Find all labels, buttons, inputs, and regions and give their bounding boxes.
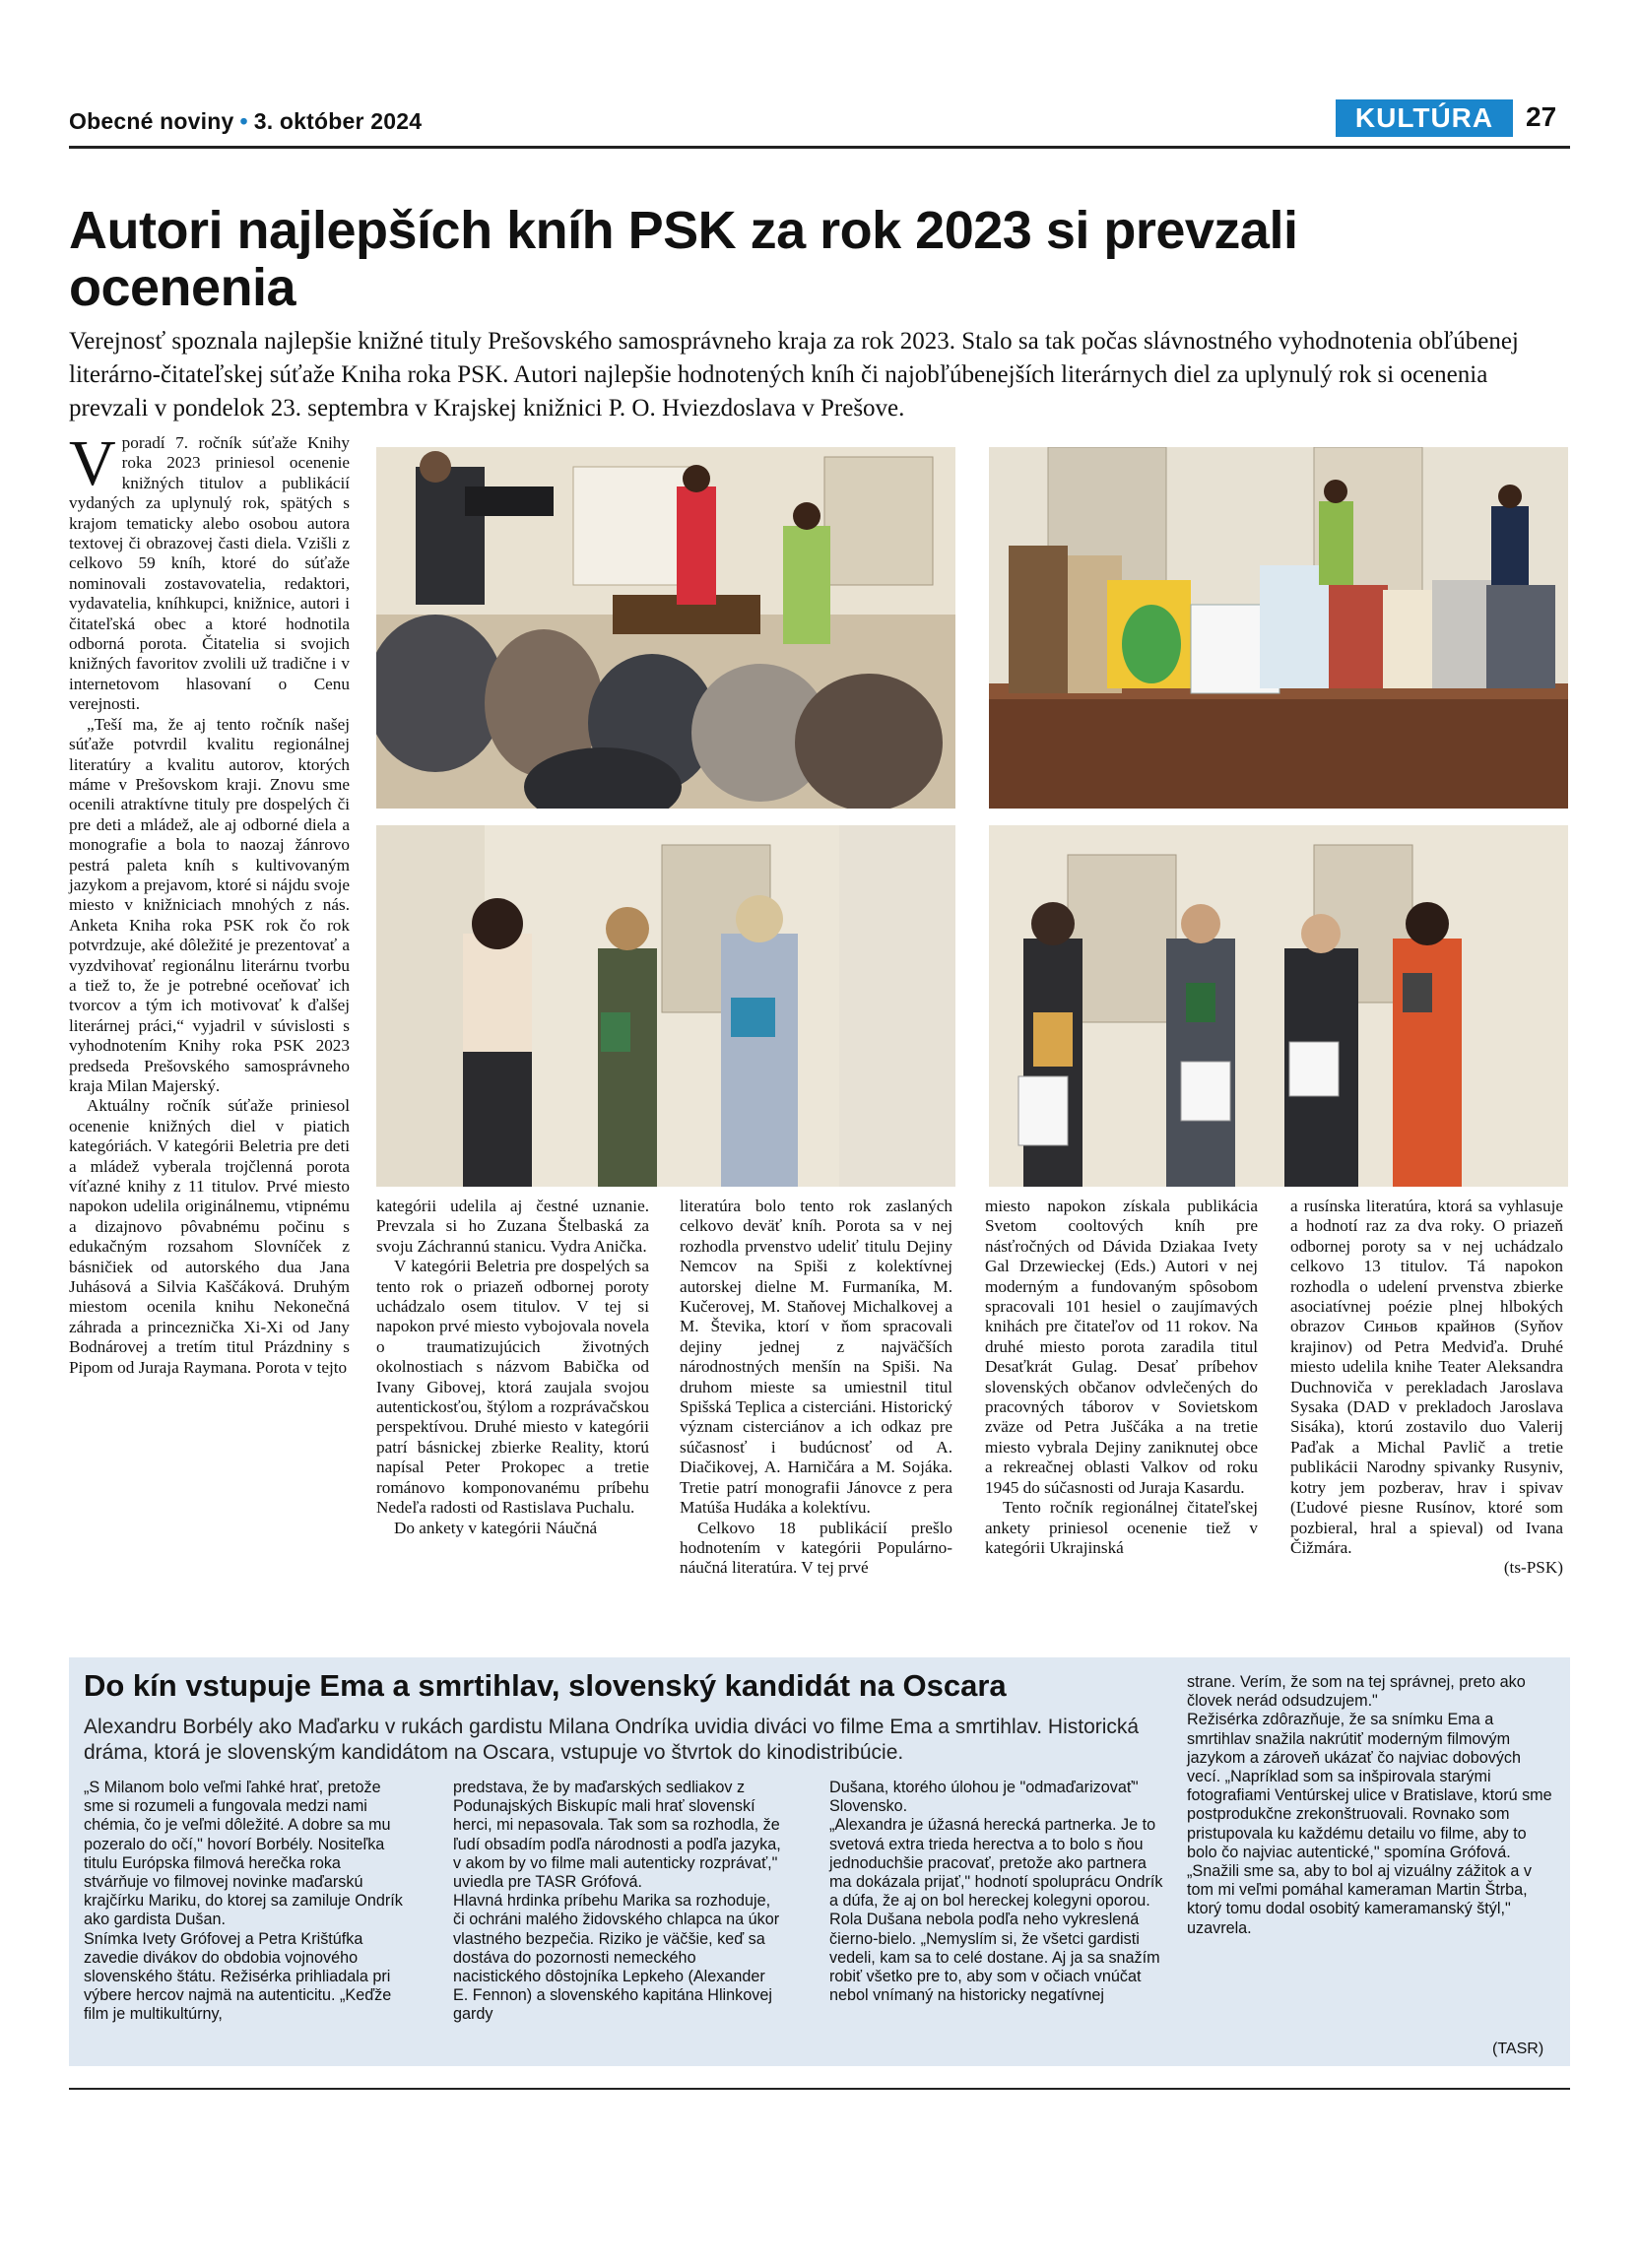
page-number: 27 <box>1526 101 1557 132</box>
photo-ceremony-audience <box>376 447 955 809</box>
paragraph: V kategórii Beletria pre dospelých sa tento rok o priazeň odbornej poroty uchádzalo osem titulov. V tej si napokon prvé miesto vybojovala novela o traumatizujúcich životných okolnostiach s názvom Babička od Ivany Gibovej, ktorá zaujala svojou autentickosťou, štýlom a rozprávačskou perspektívou. Druhé miesto v kategórii patrí básnickej zbierke Reality, ktorú napísal Peter Prokopec a tretie románovo komponovanému príbehu Nedeľa radosti od Rastislava Puchalu. <box>376 1257 649 1518</box>
paragraph: Tento ročník regionálnej čitateľskej ankety priniesol ocenenie tiež v kategórii Ukrajinská <box>985 1498 1258 1557</box>
box-lead: Alexandru Borbély ako Maďarku v rukách gardistu Milana Ondríka uvidia diváci vo filme Ema a smrtihlav. Historická dráma, ktorá je slovenským kandidátom na Oscara, vstupuje vo štvrtok do kinodistribúcie. <box>84 1716 1140 1764</box>
separator-dot-icon: • <box>239 108 248 134</box>
article-lead: Verejnosť spoznala najlepšie knižné tituly Prešovského samosprávneho kraja za rok 2023. Stalo sa tak počas slávnostného vyhodnotenia obľúbenej literárno-čitateľskej súťaže Kniha roka PSK. Autori najlepšie hodnotených kníh či najobľúbenejších literárnych diel za uplynulý rok si ocenenia prevzali v pondelok 23. septembra v Krajskej knižnici P. O. Hviezdoslava v Prešove. <box>69 328 1519 421</box>
paragraph: Do ankety v kategórii Náučná <box>394 1518 598 1537</box>
paragraph: strane. Verím, že som na tej správnej, preto ako človek nerád odsudzujem." <box>1187 1673 1526 1711</box>
paragraph: Hlavná hrdinka príbehu Marika sa rozhoduje, či ochráni malého židovského chlapca na úkor vlastného bezpečia. Riziko je väčšie, keď sa dostáva do pozornosti nemeckého nacistického dôstojníka Lepkeho (Alexander E. Fennon) a slovenského kapitána Hlinkovej gardy <box>453 1892 780 2024</box>
paragraph: „Teší ma, že aj tento ročník našej súťaže potvrdil kvalitu regionálnej literatúry a kvalitu autorov, ktorých máme v Prešovskom kraji. Znovu sme ocenili atraktívne tituly pre dospelých či pre deti a mládež, ale aj odborné diela a monografie a bola to naozaj žánrovo pestrá paleta kníh s kultivovaným jazykom a prejavom, ktoré si nájdu svoje miesto v knižniciach mnohých z nás. Anketa Kniha roka PSK rok čo rok potvrdzuje, aké dôležité je prezentovať a vyzdvihovať regionálnu literárnu tvorbu a tiež to, že je potrebné oceňovať ich tvorcov a tým ich motivovať k ďalšej literárnej práci,“ vyjadril v súvislosti s vyhodnotením Knihy roka PSK 2023 predseda Prešovského samosprávneho kraja Milan Majerský. <box>69 714 350 1095</box>
footer-rule <box>69 2088 1570 2090</box>
paragraph: „Alexandra je úžasná herecká partnerka. Je to svetová extra trieda herectva a to bolo s ňou jednoduchšie pracovať, pretože ako partnera ma dokázala prijať," hodnotí spoluprácu Ondrík a dúfa, že aj on bol hereckej kolegyni oporou. Rola Dušana nebola podľa neho vykreslená čierno-bielo. „Nemyslím si, že všetci gardisti vedeli, kam sa to celé dostane. Aj ja sa snažím robiť všetko pre to, aby som v očiach vnúčat nebol vnímaný na historicky negatívnej <box>829 1816 1163 2005</box>
paragraph: Dušana, ktorého úlohou je "odmaďarizovať" Slovensko. <box>829 1779 1139 1816</box>
article-column-2 <box>376 1197 649 1630</box>
paragraph: „S Milanom bolo veľmi ľahké hrať, pretože sme si rozumeli a fungovala medzi nami chémia, čo je veľmi dôležité. A dobre sa mu pozeralo do očí," hovorí Borbély. Nositeľka titulu Európska filmová herečka roka stvárňuje vo filmovej novinke maďarskú krajčírku Mariku, do ktorej sa zamiluje Ondrík ako gardista Dušan. <box>84 1779 403 1929</box>
box-headline: Do kín vstupuje Ema a smrtihlav, slovenský kandidát na Oscara <box>84 1668 1007 1703</box>
publication-name: Obecné noviny <box>69 108 234 134</box>
photo-three-laureates <box>376 825 955 1187</box>
header-rule <box>69 146 1570 149</box>
paragraph: miesto napokon získala publikácia Svetom cooltových kníh pre násťročných od Dávida Dziakaa Ivety Gal Drzewieckej (Eds.) Autori v nej moderným a fundovaným spôsobom spracovali 101 hesiel o zaujímavých knihách pre čitateľov od 11 rokov. Na druhé miesto porota zaradila titul Desaťkrát Gulag. Desať príbehov slovenských občanov odvlečených do pracovných táborov v Sovietskom zväze od Petra Juščáka a na tretie miesto vybrala Dejiny zaniknutej obce a rekreačnej oblasti Valkov od roku 1945 do súčasnosti od Juraja Kasardu. <box>985 1197 1258 1497</box>
article-column-4 <box>985 1197 1258 1630</box>
box-column-3 <box>829 1779 1169 2005</box>
issue-date: 3. október 2024 <box>253 108 423 134</box>
paragraph: predstava, že by maďarských sedliakov z Podunajských Biskupíc mali hrať slovenskí herci, mi nepasovala. Tak som sa rozhodla, že ľudí obsadím podľa národnosti a podľa jazyka, v akom by vo filme mali autenticky rozprávať," uviedla pre TASR Grófová. <box>453 1779 781 1892</box>
box-column-2 <box>453 1779 783 2025</box>
article-headline: Autori najlepších kníh PSK za rok 2023 si prevzali ocenenia <box>69 201 1298 317</box>
box-credit: (TASR) <box>1492 2041 1544 2057</box>
section-label: KULTÚRA <box>1336 99 1513 137</box>
article-column-3 <box>680 1197 952 1630</box>
paragraph: Aktuálny ročník súťaže priniesol ocenenie knižných diel v piatich kategóriách. V kategórii Beletria pre deti a mládež vyberala trojčlenná porota víťazné knihy z 11 titulov. Prvé miesto napokon udelila originálnemu, vtipnému a dizajnovo pôvabnému počinu s edukačným rozsahom Slovníček z básničiek od autorského dua Jana Juhásová a Silvia Kaščáková. Druhým miestom ocenila knihu Nekonečná záhrada a princeznička Xi-Xi od Jany Bodnárovej a tretím titul Prázdniny s Pipom od Juraja Raymana. Porota v tejto <box>69 1096 350 1377</box>
drop-cap: V <box>69 427 116 499</box>
box-column-1 <box>84 1779 409 2025</box>
paragraph: kategórii udelila aj čestné uznanie. Prevzala si ho Zuzana Štelbaská za svoju Záchrannú stanicu. Vydra Anička. <box>376 1197 649 1256</box>
masthead <box>69 108 422 135</box>
article-credit: (ts-PSK) <box>1503 1558 1563 1578</box>
paragraph: a rusínska literatúra, ktorá sa vyhlasuje a hodnotí raz za dva roky. O priazeň odbornej poroty sa v nej uchádzalo celkovo 13 titulov. Tá napokon rozhodla o udelení prvenstva zbierke asociatívnej poézie plnej hlbokých obrazov Синьов крайнов (Syňov krajinov) od Petra Medviďa. Druhé miesto udelila knihe Teater Aleksandra Duchnoviča v perekladach Jaroslava Sysaka (DAD v prekladoch Jaroslava Sisáka), ktorú zostavilo duo Valerij Paďak a Michal Pavlič a tretie publikácii Narodny spivanky Rusynіv, kotry jem pozberav, hrav i spivav (Ľudové piesne Rusínov, ktoré som pozbieral, hral a spieval) od Ivana Čižmára. <box>1290 1197 1563 1557</box>
paragraph: Snímka Ivety Grófovej a Petra Krištúfka zavedie divákov do obdobia vojnového slovenského štátu. Režisérka prihliadala pri výbere hercov najmä na autenticitu. „Keďže film je multikultúrny, <box>84 1929 392 2024</box>
paragraph: Vporadí 7. ročník súťaže Knihy roka 2023 priniesol ocenenie knižných titulov a publikácií vydaných za uplynulý rok, spätých s krajom tematicky alebo osobou autora textovej či obrazovej časti diela. Vzišli z celkovo 59 kníh, ktoré do súťaže nominovali zostavovatelia, redaktori, vydavatelia, kníhkupci, knižnice, autori i čitateľská obec a ktoré hodnotila odborná porota. Čitatelia si svojich knižných favoritov zvolili už tradične i v internetovom hlasovaní o Cenu verejnosti. <box>69 427 350 714</box>
paragraph: literatúra bolo tento rok zaslaných celkovo deväť kníh. Porota sa v nej rozhodla prvenstvo udeliť titulu Dejiny Nemcov na Spiši z kolektívnej autorskej dielne M. Furmaníka, M. Kučerovej, M. Staňovej Michalkovej a M. Števika, ktorí v ňom spracovali dejiny jednej z najväčších národnostných menšín na Spiši. Na druhom mieste sa umiestnil titul Spišská Teplica a cisterciáni. Historický význam cisterciánov a ich odkaz pre súčasnosť i budúcnosť od A. Diačikovej, A. Harničára a M. Sojáka. Tretie patrí monografii Jánovce z pera Matúša Hudáka a kolektívu. <box>680 1197 952 1518</box>
article-column-5 <box>1290 1197 1563 1630</box>
photo-four-laureates <box>989 825 1568 1187</box>
article-column-1 <box>69 427 350 1620</box>
photo-awarded-books <box>989 447 1568 809</box>
box-column-4 <box>1187 1673 1556 1938</box>
paragraph: Celkovo 18 publikácií prešlo hodnotením v kategórii Populárno-náučná literatúra. V tej prvé <box>680 1518 952 1578</box>
paragraph: Režisérka zdôrazňuje, že sa snímku Ema a smrtihlav snažila nakrútiť moderným filmovým jazykom a zároveň ukázať čo najviac dobových vecí. „Napríklad som sa inšpirovala starými fotografiami Ventúrskej ulice v Bratislave, ktorú sme postprodukčne zrekonštruovali. Rovnako som pristupovala ku každému detailu vo filme, aby to bolo čo najviac autentické," spomína Grófová. „Snažili sme sa, aby to bol aj vizuálny zážitok a v tom mi veľmi pomáhal kameraman Martin Štrba, ktorý tomu dodal osobitý kameramanský štýl," uzavrela. <box>1187 1711 1552 1937</box>
